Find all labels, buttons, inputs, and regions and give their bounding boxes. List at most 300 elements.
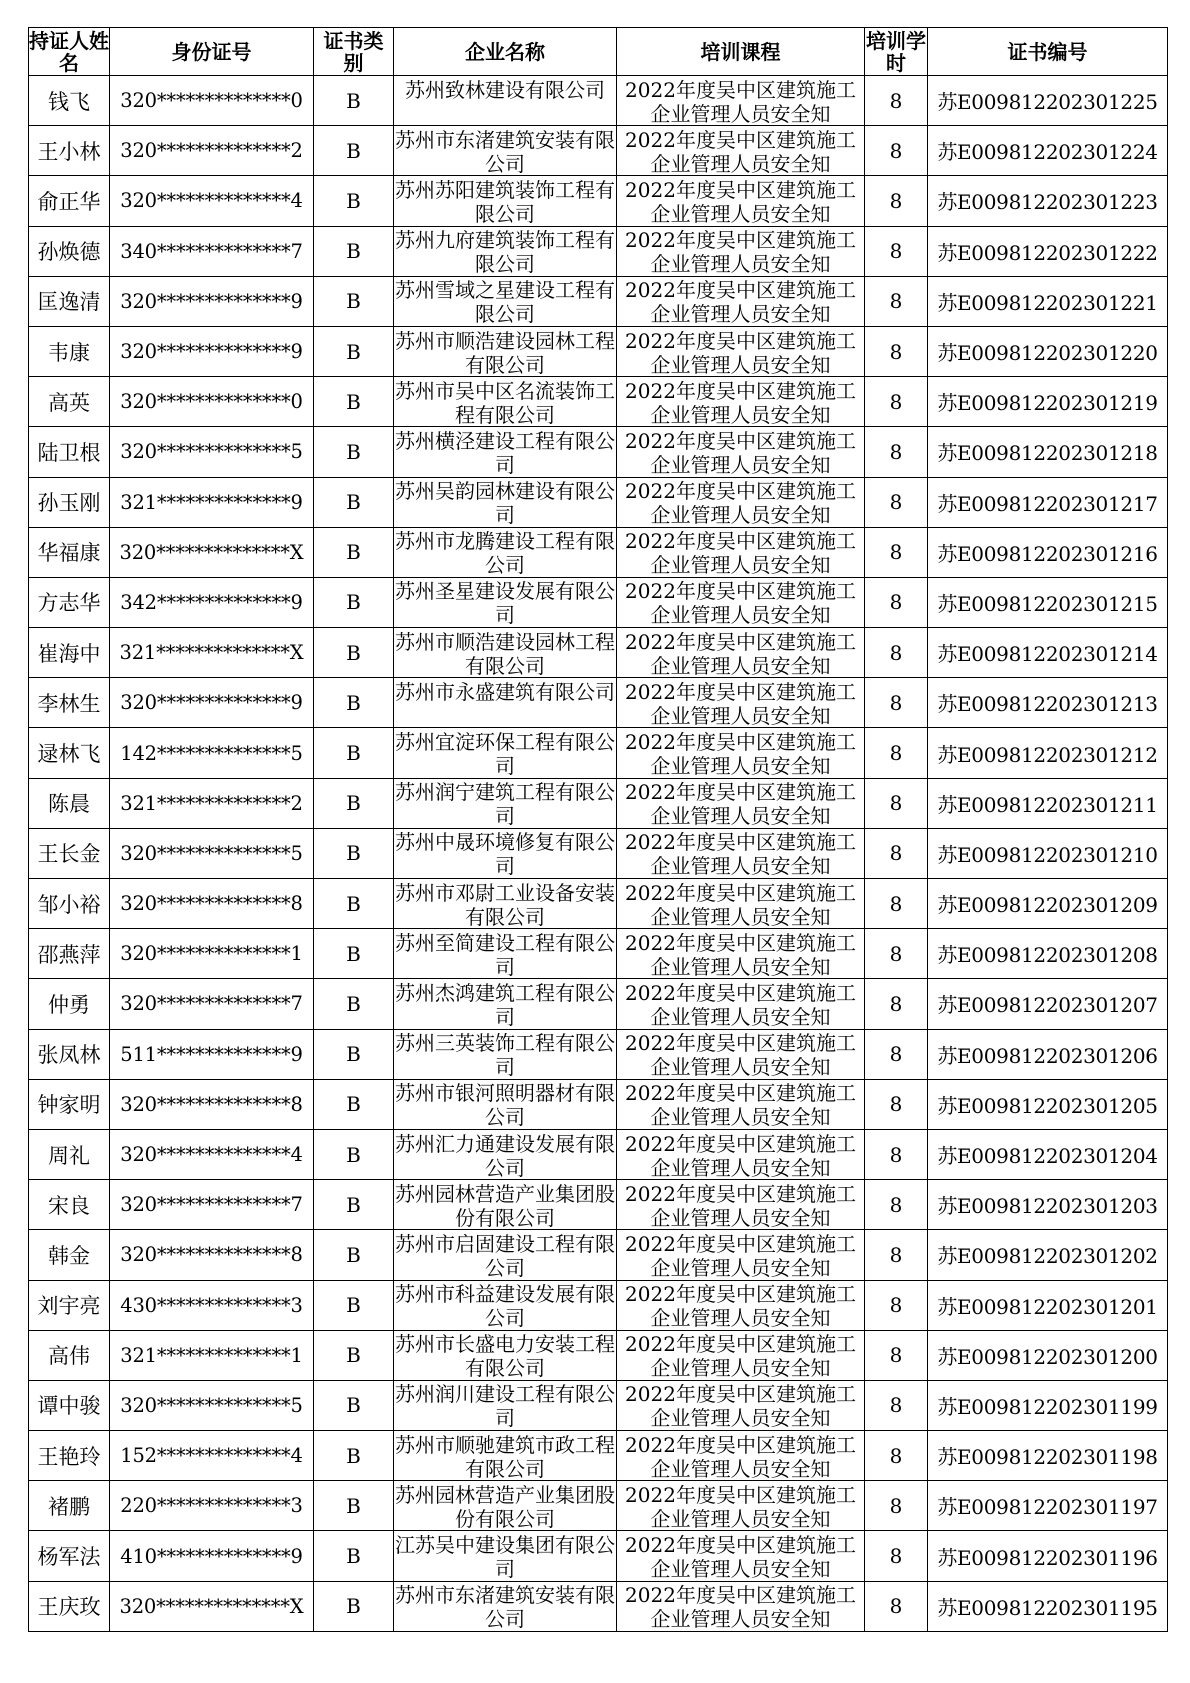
cell-course-text: 2022年度吴中区建筑施工企业管理人员安全知 [625,378,856,426]
cell-company [394,1481,617,1531]
cell-name: 王艳玲 [29,1431,110,1481]
cell-cert-type: B [314,577,394,627]
cell-company [394,326,617,376]
table-row [29,1029,1168,1079]
cell-cert-number: 苏E009812202301211 [928,778,1168,828]
cell-course-text: 2022年度吴中区建筑施工企业管理人员安全知 [625,1231,856,1279]
cell-cert-number: 苏E009812202301208 [928,929,1168,979]
cell-cert-number: 苏E009812202301207 [928,979,1168,1029]
cell-company-text: 苏州宜淀环保工程有限公司 [395,730,615,778]
cell-company-text: 苏州市龙腾建设工程有限公司 [395,529,615,577]
cell-cert-number: 苏E009812202301219 [928,377,1168,427]
cell-id-number: 220**************3 [110,1481,314,1531]
cell-cert-number: 苏E009812202301217 [928,477,1168,527]
cell-hours: 8 [865,1029,928,1079]
table-row [29,126,1168,176]
cell-hours: 8 [865,628,928,678]
cell-company-text: 苏州市银河照明器材有限公司 [395,1081,615,1129]
cell-cert-number: 苏E009812202301222 [928,226,1168,276]
cell-id-number: 320**************5 [110,828,314,878]
cell-name: 方志华 [29,577,110,627]
cell-course [617,76,865,126]
cell-company [394,1029,617,1079]
cell-company [394,427,617,477]
cell-company [394,828,617,878]
table-row [29,1079,1168,1129]
cell-company-text: 苏州三英装饰工程有限公司 [395,1031,615,1079]
table-row [29,226,1168,276]
cell-course-text: 2022年度吴中区建筑施工企业管理人员安全知 [625,479,856,527]
cell-company [394,477,617,527]
table-row [29,1280,1168,1330]
cell-course [617,1230,865,1280]
cell-cert-number: 苏E009812202301209 [928,879,1168,929]
header-course: 培训课程 [617,28,865,76]
table-row [29,527,1168,577]
cell-course-text: 2022年度吴中区建筑施工企业管理人员安全知 [625,830,856,878]
cell-cert-number: 苏E009812202301220 [928,326,1168,376]
cell-company-text: 苏州杰鸿建筑工程有限公司 [395,980,615,1028]
cell-id-number: 321**************1 [110,1330,314,1380]
cell-cert-number: 苏E009812202301197 [928,1481,1168,1531]
cell-name: 逯林飞 [29,728,110,778]
table-row [29,1180,1168,1230]
table-row [29,628,1168,678]
table-row [29,1431,1168,1481]
table-row [29,577,1168,627]
cell-company-text: 苏州至简建设工程有限公司 [395,930,615,978]
table-row [29,1330,1168,1380]
cell-id-number: 320**************9 [110,326,314,376]
header-type: 证书类别 [314,28,394,76]
cell-company-text: 苏州园林营造产业集团股份有限公司 [395,1482,615,1530]
cell-cert-type: B [314,929,394,979]
cell-cert-number: 苏E009812202301200 [928,1330,1168,1380]
cell-cert-number: 苏E009812202301203 [928,1180,1168,1230]
cell-hours: 8 [865,76,928,126]
cell-company-text: 苏州市长盛电力安装工程有限公司 [395,1332,615,1380]
cell-course-text: 2022年度吴中区建筑施工企业管理人员安全知 [625,1432,856,1480]
cell-name: 张凤林 [29,1029,110,1079]
cell-cert-type: B [314,828,394,878]
cell-course-text: 2022年度吴中区建筑施工企业管理人员安全知 [625,1282,856,1330]
cell-course [617,1129,865,1179]
cell-company [394,76,617,126]
cell-company-text: 苏州市顺浩建设园林工程有限公司 [395,629,615,677]
cell-company-text: 苏州市永盛建筑有限公司 [395,679,615,704]
cell-course [617,226,865,276]
cell-course [617,1330,865,1380]
table-row [29,979,1168,1029]
cell-company-text: 苏州润宁建筑工程有限公司 [395,780,615,828]
cell-id-number: 320**************5 [110,1380,314,1430]
cell-cert-type: B [314,1481,394,1531]
cell-company-text: 苏州苏阳建筑装饰工程有限公司 [395,177,615,225]
cell-hours: 8 [865,1581,928,1631]
cell-course-text: 2022年度吴中区建筑施工企业管理人员安全知 [625,1533,856,1581]
cell-name: 韩金 [29,1230,110,1280]
cell-hours: 8 [865,226,928,276]
cell-course-text: 2022年度吴中区建筑施工企业管理人员安全知 [625,730,856,778]
cell-name: 孙玉刚 [29,477,110,527]
cell-hours: 8 [865,1230,928,1280]
cell-id-number: 320**************7 [110,1180,314,1230]
cell-cert-number: 苏E009812202301195 [928,1581,1168,1631]
cell-cert-number: 苏E009812202301210 [928,828,1168,878]
cell-id-number: 320**************9 [110,276,314,326]
cell-course-text: 2022年度吴中区建筑施工企业管理人员安全知 [625,328,856,376]
cell-cert-type: B [314,377,394,427]
cell-company [394,276,617,326]
cell-cert-number: 苏E009812202301221 [928,276,1168,326]
cell-id-number: 320**************9 [110,678,314,728]
cell-company-text: 苏州横泾建设工程有限公司 [395,428,615,476]
cell-hours: 8 [865,126,928,176]
cell-id-number: 321**************2 [110,778,314,828]
cell-name: 高英 [29,377,110,427]
cell-hours: 8 [865,1079,928,1129]
cell-course-text: 2022年度吴中区建筑施工企业管理人员安全知 [625,1482,856,1530]
cell-course [617,678,865,728]
cell-course [617,979,865,1029]
cell-course [617,1431,865,1481]
cell-cert-type: B [314,1380,394,1430]
cell-name: 李林生 [29,678,110,728]
cell-company-text: 苏州致林建设有限公司 [405,77,605,102]
cell-course-text: 2022年度吴中区建筑施工企业管理人员安全知 [625,579,856,627]
header-cert-no: 证书编号 [928,28,1168,76]
cell-name: 谭中骏 [29,1380,110,1430]
cell-company [394,1079,617,1129]
cell-id-number: 152**************4 [110,1431,314,1481]
cell-name: 高伟 [29,1330,110,1380]
cell-company [394,778,617,828]
cell-name: 王小林 [29,126,110,176]
cell-company-text: 苏州市科益建设发展有限公司 [395,1282,615,1330]
table-row [29,929,1168,979]
cell-company-text: 苏州吴韵园林建设有限公司 [395,479,615,527]
cell-course [617,276,865,326]
cell-id-number: 320**************2 [110,126,314,176]
cell-name: 王长金 [29,828,110,878]
cell-cert-type: B [314,527,394,577]
cell-course [617,1380,865,1430]
table-row [29,828,1168,878]
cell-cert-number: 苏E009812202301215 [928,577,1168,627]
cell-cert-number: 苏E009812202301196 [928,1531,1168,1581]
cell-cert-type: B [314,276,394,326]
cell-hours: 8 [865,176,928,226]
cell-course-text: 2022年度吴中区建筑施工企业管理人员安全知 [625,1031,856,1079]
cell-course [617,728,865,778]
cell-company-text: 苏州雪域之星建设工程有限公司 [395,278,615,326]
cell-id-number: 320**************1 [110,929,314,979]
cell-cert-type: B [314,1330,394,1380]
cell-course [617,176,865,226]
cell-course-text: 2022年度吴中区建筑施工企业管理人员安全知 [625,428,856,476]
table-row [29,276,1168,326]
cell-cert-number: 苏E009812202301218 [928,427,1168,477]
table-row [29,477,1168,527]
cell-cert-number: 苏E009812202301223 [928,176,1168,226]
cell-course-text: 2022年度吴中区建筑施工企业管理人员安全知 [625,1181,856,1229]
cell-cert-type: B [314,1531,394,1581]
cell-hours: 8 [865,678,928,728]
cell-name: 俞正华 [29,176,110,226]
cell-company-text: 苏州汇力通建设发展有限公司 [395,1131,615,1179]
table-row [29,427,1168,477]
cell-cert-number: 苏E009812202301212 [928,728,1168,778]
cell-company [394,628,617,678]
cell-course-text: 2022年度吴中区建筑施工企业管理人员安全知 [625,930,856,978]
cell-company-text: 苏州市吴中区名流装饰工程有限公司 [395,378,615,426]
cell-course [617,326,865,376]
cell-cert-number: 苏E009812202301213 [928,678,1168,728]
cell-company-text: 苏州市顺驰建筑市政工程有限公司 [395,1432,615,1480]
table-row [29,879,1168,929]
cell-hours: 8 [865,728,928,778]
cell-name: 杨军法 [29,1531,110,1581]
cell-course-text: 2022年度吴中区建筑施工企业管理人员安全知 [625,127,856,175]
cell-course-text: 2022年度吴中区建筑施工企业管理人员安全知 [625,1332,856,1380]
cell-hours: 8 [865,377,928,427]
cell-id-number: 320**************8 [110,879,314,929]
cell-cert-number: 苏E009812202301225 [928,76,1168,126]
cell-cert-type: B [314,628,394,678]
table-row [29,678,1168,728]
cell-course [617,1079,865,1129]
cell-cert-type: B [314,979,394,1029]
cell-course-text: 2022年度吴中区建筑施工企业管理人员安全知 [625,228,856,276]
cell-company-text: 苏州市东渚建筑安装有限公司 [395,1583,615,1631]
cell-hours: 8 [865,527,928,577]
cell-cert-type: B [314,427,394,477]
cell-course-text: 2022年度吴中区建筑施工企业管理人员安全知 [625,880,856,928]
cell-company [394,728,617,778]
cell-id-number: 320**************5 [110,427,314,477]
table-row [29,76,1168,126]
cell-company [394,1230,617,1280]
cell-cert-number: 苏E009812202301204 [928,1129,1168,1179]
cell-cert-type: B [314,1230,394,1280]
cell-name: 陆卫根 [29,427,110,477]
cell-hours: 8 [865,929,928,979]
cell-name: 褚鹏 [29,1481,110,1531]
cell-id-number: 320**************7 [110,979,314,1029]
cell-cert-type: B [314,678,394,728]
cell-company-text: 苏州市东渚建筑安装有限公司 [395,127,615,175]
cell-hours: 8 [865,979,928,1029]
cell-company-text: 江苏吴中建设集团有限公司 [395,1533,615,1581]
cell-cert-type: B [314,1581,394,1631]
cell-id-number: 320**************X [110,1581,314,1631]
cell-company [394,1531,617,1581]
cell-course [617,577,865,627]
cell-course [617,1180,865,1230]
cell-id-number: 321**************9 [110,477,314,527]
cell-name: 韦康 [29,326,110,376]
cell-cert-number: 苏E009812202301198 [928,1431,1168,1481]
cell-name: 王庆玫 [29,1581,110,1631]
cell-cert-type: B [314,1129,394,1179]
cell-course [617,1280,865,1330]
cell-cert-number: 苏E009812202301201 [928,1280,1168,1330]
cell-course [617,778,865,828]
cell-hours: 8 [865,1180,928,1230]
cell-hours: 8 [865,879,928,929]
cell-cert-number: 苏E009812202301214 [928,628,1168,678]
cell-course-text: 2022年度吴中区建筑施工企业管理人员安全知 [625,177,856,225]
cell-cert-type: B [314,1431,394,1481]
cell-id-number: 410**************9 [110,1531,314,1581]
cell-company-text: 苏州市顺浩建设园林工程有限公司 [395,328,615,376]
cell-company [394,1330,617,1380]
cell-course-text: 2022年度吴中区建筑施工企业管理人员安全知 [625,1131,856,1179]
cell-company [394,1581,617,1631]
cell-name: 刘宇亮 [29,1280,110,1330]
cell-id-number: 320**************0 [110,76,314,126]
cell-company [394,1380,617,1430]
cell-course [617,1481,865,1531]
cell-course [617,527,865,577]
cell-hours: 8 [865,1380,928,1430]
table-row [29,1531,1168,1581]
cell-company [394,1180,617,1230]
cell-cert-type: B [314,326,394,376]
cell-course-text: 2022年度吴中区建筑施工企业管理人员安全知 [625,679,856,727]
cell-course [617,1531,865,1581]
cell-id-number: 430**************3 [110,1280,314,1330]
cell-cert-type: B [314,176,394,226]
cell-id-number: 320**************8 [110,1079,314,1129]
table-row [29,1481,1168,1531]
certificate-table [28,27,1168,1632]
cell-name: 崔海中 [29,628,110,678]
table-row [29,326,1168,376]
table-row [29,728,1168,778]
table-row [29,1230,1168,1280]
cell-hours: 8 [865,477,928,527]
cell-name: 邹小裕 [29,879,110,929]
cell-cert-number: 苏E009812202301224 [928,126,1168,176]
cell-course [617,879,865,929]
cell-company-text: 苏州润川建设工程有限公司 [395,1382,615,1430]
cell-id-number: 320**************0 [110,377,314,427]
cell-cert-number: 苏E009812202301205 [928,1079,1168,1129]
table-row [29,377,1168,427]
cell-course [617,1029,865,1079]
header-row [29,28,1168,76]
cell-cert-type: B [314,126,394,176]
cell-hours: 8 [865,1129,928,1179]
cell-course-text: 2022年度吴中区建筑施工企业管理人员安全知 [625,1081,856,1129]
cell-company-text: 苏州园林营造产业集团股份有限公司 [395,1181,615,1229]
cell-name: 钟家明 [29,1079,110,1129]
table-row [29,1581,1168,1631]
cell-company [394,577,617,627]
cell-cert-type: B [314,728,394,778]
cell-company [394,678,617,728]
cell-company [394,226,617,276]
cell-course [617,828,865,878]
header-name: 持证人姓名 [29,28,109,75]
cell-course [617,929,865,979]
cell-course [617,126,865,176]
cell-company-text: 苏州中晟环境修复有限公司 [395,830,615,878]
cell-company [394,1129,617,1179]
cell-hours: 8 [865,427,928,477]
cell-hours: 8 [865,326,928,376]
cell-cert-number: 苏E009812202301206 [928,1029,1168,1079]
cell-name: 宋良 [29,1180,110,1230]
cell-cert-type: B [314,1280,394,1330]
cell-course-text: 2022年度吴中区建筑施工企业管理人员安全知 [625,529,856,577]
cell-hours: 8 [865,1280,928,1330]
cell-course [617,1581,865,1631]
cell-course-text: 2022年度吴中区建筑施工企业管理人员安全知 [625,278,856,326]
cell-company-text: 苏州圣星建设发展有限公司 [395,579,615,627]
table-row [29,176,1168,226]
cell-company [394,929,617,979]
cell-company [394,979,617,1029]
cell-name: 孙焕德 [29,226,110,276]
cell-name: 陈晨 [29,778,110,828]
cell-company [394,377,617,427]
table-row [29,1129,1168,1179]
cell-course [617,427,865,477]
cell-cert-type: B [314,226,394,276]
cell-course-text: 2022年度吴中区建筑施工企业管理人员安全知 [625,780,856,828]
cell-id-number: 511**************9 [110,1029,314,1079]
cell-course-text: 2022年度吴中区建筑施工企业管理人员安全知 [625,1583,856,1631]
cell-company-text: 苏州九府建筑装饰工程有限公司 [395,228,615,276]
cell-name: 周礼 [29,1129,110,1179]
cell-company-text: 苏州市启固建设工程有限公司 [395,1231,615,1279]
cell-hours: 8 [865,1481,928,1531]
cell-hours: 8 [865,778,928,828]
cell-course-text: 2022年度吴中区建筑施工企业管理人员安全知 [625,629,856,677]
cell-name: 邵燕萍 [29,929,110,979]
cell-company [394,527,617,577]
cell-cert-number: 苏E009812202301202 [928,1230,1168,1280]
cell-hours: 8 [865,577,928,627]
header-id: 身份证号 [110,28,314,76]
table-body [29,76,1168,1632]
header-company: 企业名称 [394,28,617,76]
cell-cert-type: B [314,76,394,126]
cell-hours: 8 [865,276,928,326]
cell-company [394,879,617,929]
cell-course [617,628,865,678]
table-row [29,778,1168,828]
cell-company [394,176,617,226]
cell-course [617,377,865,427]
cell-hours: 8 [865,1531,928,1581]
cell-id-number: 320**************4 [110,1129,314,1179]
cell-cert-number: 苏E009812202301216 [928,527,1168,577]
cell-hours: 8 [865,828,928,878]
cell-id-number: 340**************7 [110,226,314,276]
cell-id-number: 320**************4 [110,176,314,226]
cell-company [394,1431,617,1481]
cell-company-text: 苏州市邓尉工业设备安装有限公司 [395,880,615,928]
cell-course [617,477,865,527]
cell-cert-type: B [314,1180,394,1230]
cell-company [394,1280,617,1330]
cell-company [394,126,617,176]
cell-name: 匡逸清 [29,276,110,326]
cell-course-text: 2022年度吴中区建筑施工企业管理人员安全知 [625,77,856,125]
